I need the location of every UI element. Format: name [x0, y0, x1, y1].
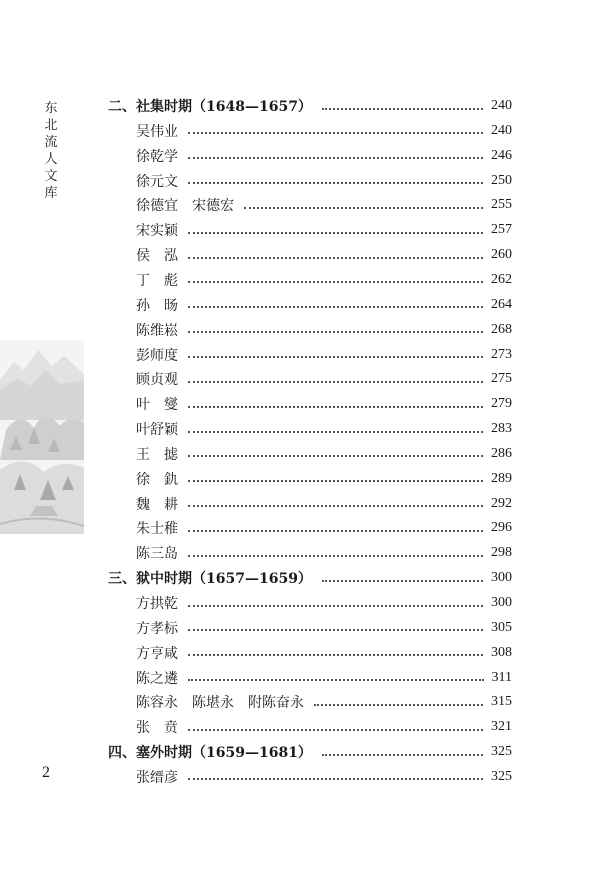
- toc-entry: [136, 269, 512, 291]
- toc-section-heading: [108, 95, 512, 117]
- toc-section-heading: [108, 567, 512, 589]
- toc-label: 叶舒颖: [136, 422, 178, 439]
- toc-label: 三、狱中时期（1657—1659）: [108, 571, 312, 588]
- toc-label: 二、社集时期（1648—1657）: [108, 99, 312, 115]
- toc-leader-dots: [188, 504, 483, 507]
- toc-leader-dots: [188, 280, 483, 283]
- toc-label: 陈之遴: [136, 670, 178, 687]
- toc-entry: [136, 667, 512, 689]
- toc-page-number: 262: [491, 271, 512, 287]
- toc-label: 彭师度: [136, 347, 178, 364]
- toc-label: 宋实颖: [136, 223, 178, 240]
- series-title: 东北流人文库: [44, 101, 58, 201]
- toc-leader-dots: [188, 430, 483, 433]
- toc-label: 徐元文: [136, 173, 178, 190]
- toc-page-number: 240: [491, 98, 512, 113]
- toc-page-number: 321: [491, 719, 512, 735]
- toc-page-number: 311: [491, 669, 512, 685]
- toc-page-number: 250: [491, 172, 512, 188]
- toc-label: 侯 泓: [136, 248, 178, 265]
- toc-label: 陈容永 陈堪永 附陈奋永: [136, 695, 304, 712]
- toc-page-number: 325: [491, 768, 512, 784]
- toc-entry: [136, 194, 512, 216]
- toc-section-heading: [108, 741, 512, 763]
- toc-entry: [136, 244, 512, 266]
- toc-page-number: 257: [491, 222, 512, 238]
- toc-entry: [136, 294, 512, 316]
- toc-entry: [136, 542, 512, 564]
- toc-leader-dots: [314, 703, 483, 706]
- toc-page-number: 268: [491, 321, 512, 337]
- toc-page-number: 275: [491, 371, 512, 387]
- toc-leader-dots: [188, 777, 483, 780]
- toc-page-number: 264: [491, 296, 512, 312]
- toc-page-number: 246: [491, 147, 512, 163]
- toc-leader-dots: [188, 405, 483, 408]
- toc-page-number: 292: [491, 495, 512, 511]
- toc-label: 吴伟业: [136, 123, 178, 140]
- toc-entry: [136, 344, 512, 366]
- toc-entry: [136, 319, 512, 341]
- toc-label: 张 贲: [136, 720, 178, 737]
- toc-page-number: 300: [491, 595, 512, 610]
- toc-leader-dots: [188, 231, 483, 234]
- toc-label: 方孝标: [136, 620, 178, 637]
- toc-page-number: 296: [491, 520, 512, 536]
- toc-page-number: 300: [491, 570, 512, 586]
- toc-label: 顾贞观: [136, 372, 178, 389]
- toc-entry: [136, 393, 512, 415]
- toc-leader-dots: [188, 355, 483, 358]
- toc-page-number: 308: [491, 644, 512, 660]
- toc-leader-dots: [188, 604, 483, 607]
- toc-page-number: 305: [491, 619, 512, 635]
- toc-leader-dots: [188, 728, 483, 731]
- toc-label: 张缙彦: [136, 769, 178, 786]
- toc-leader-dots: [322, 753, 483, 756]
- toc-label: 四、塞外时期（1659—1681）: [108, 745, 312, 762]
- toc-leader-dots: [188, 380, 483, 383]
- toc-page-number: 279: [491, 396, 512, 412]
- toc-leader-dots: [244, 206, 483, 209]
- toc-leader-dots: [188, 305, 483, 308]
- toc-leader-dots: [188, 529, 483, 532]
- toc-leader-dots: [188, 678, 484, 681]
- toc-label: 叶 燮: [136, 397, 178, 414]
- toc-page-number: 286: [491, 445, 512, 461]
- page-number: 2: [42, 764, 50, 781]
- toc-entry: [136, 716, 512, 738]
- toc-label: 徐乾学: [136, 148, 178, 165]
- toc-label: 陈三岛: [136, 546, 178, 563]
- toc-label: 陈维崧: [136, 322, 178, 339]
- toc-label: 孙 旸: [136, 297, 178, 314]
- toc-entry: [136, 691, 512, 713]
- toc-leader-dots: [188, 479, 483, 482]
- toc-leader-dots: [188, 256, 483, 259]
- toc-label: 方拱乾: [136, 596, 178, 612]
- toc-leader-dots: [188, 554, 483, 557]
- toc-page-number: 283: [491, 421, 512, 437]
- toc-label: 丁 彪: [136, 272, 178, 289]
- toc-page-number: 298: [491, 545, 512, 561]
- toc-label: 魏 耕: [136, 496, 178, 513]
- toc-label: 徐 釚: [136, 471, 178, 488]
- toc-entry: [136, 766, 512, 788]
- toc-leader-dots: [188, 181, 483, 184]
- toc-entry: [136, 493, 512, 515]
- toc-entry: [136, 443, 512, 465]
- toc-label: 王 摅: [136, 446, 178, 463]
- toc-page-number: 273: [491, 346, 512, 362]
- toc-label: 方亨咸: [136, 645, 178, 662]
- toc-entry: [136, 368, 512, 390]
- toc-leader-dots: [322, 107, 483, 110]
- toc-entry: [136, 418, 512, 440]
- toc-leader-dots: [322, 579, 483, 582]
- toc-entry: [136, 120, 512, 142]
- toc-entry: [136, 170, 512, 192]
- toc-page-number: 289: [491, 470, 512, 486]
- toc-entry: [136, 219, 512, 241]
- toc-page-number: 260: [491, 247, 512, 263]
- toc-leader-dots: [188, 330, 483, 333]
- toc-entry: [136, 468, 512, 490]
- toc-page-number: 325: [491, 744, 512, 760]
- toc-entry: [136, 517, 512, 539]
- toc-leader-dots: [188, 628, 483, 631]
- toc-leader-dots: [188, 156, 483, 159]
- toc-entry: [136, 145, 512, 167]
- toc-leader-dots: [188, 454, 483, 457]
- toc-entry: [136, 592, 512, 614]
- toc-leader-dots: [188, 131, 483, 134]
- toc-page-number: 315: [491, 694, 512, 710]
- toc-entry: [136, 617, 512, 639]
- toc-label: 朱士稚: [136, 521, 178, 538]
- toc-page-number: 240: [491, 122, 512, 138]
- toc-entry: [136, 642, 512, 664]
- toc-page-number: 255: [491, 197, 512, 213]
- toc-leader-dots: [188, 653, 483, 656]
- toc-label: 徐德宜 宋德宏: [136, 198, 234, 215]
